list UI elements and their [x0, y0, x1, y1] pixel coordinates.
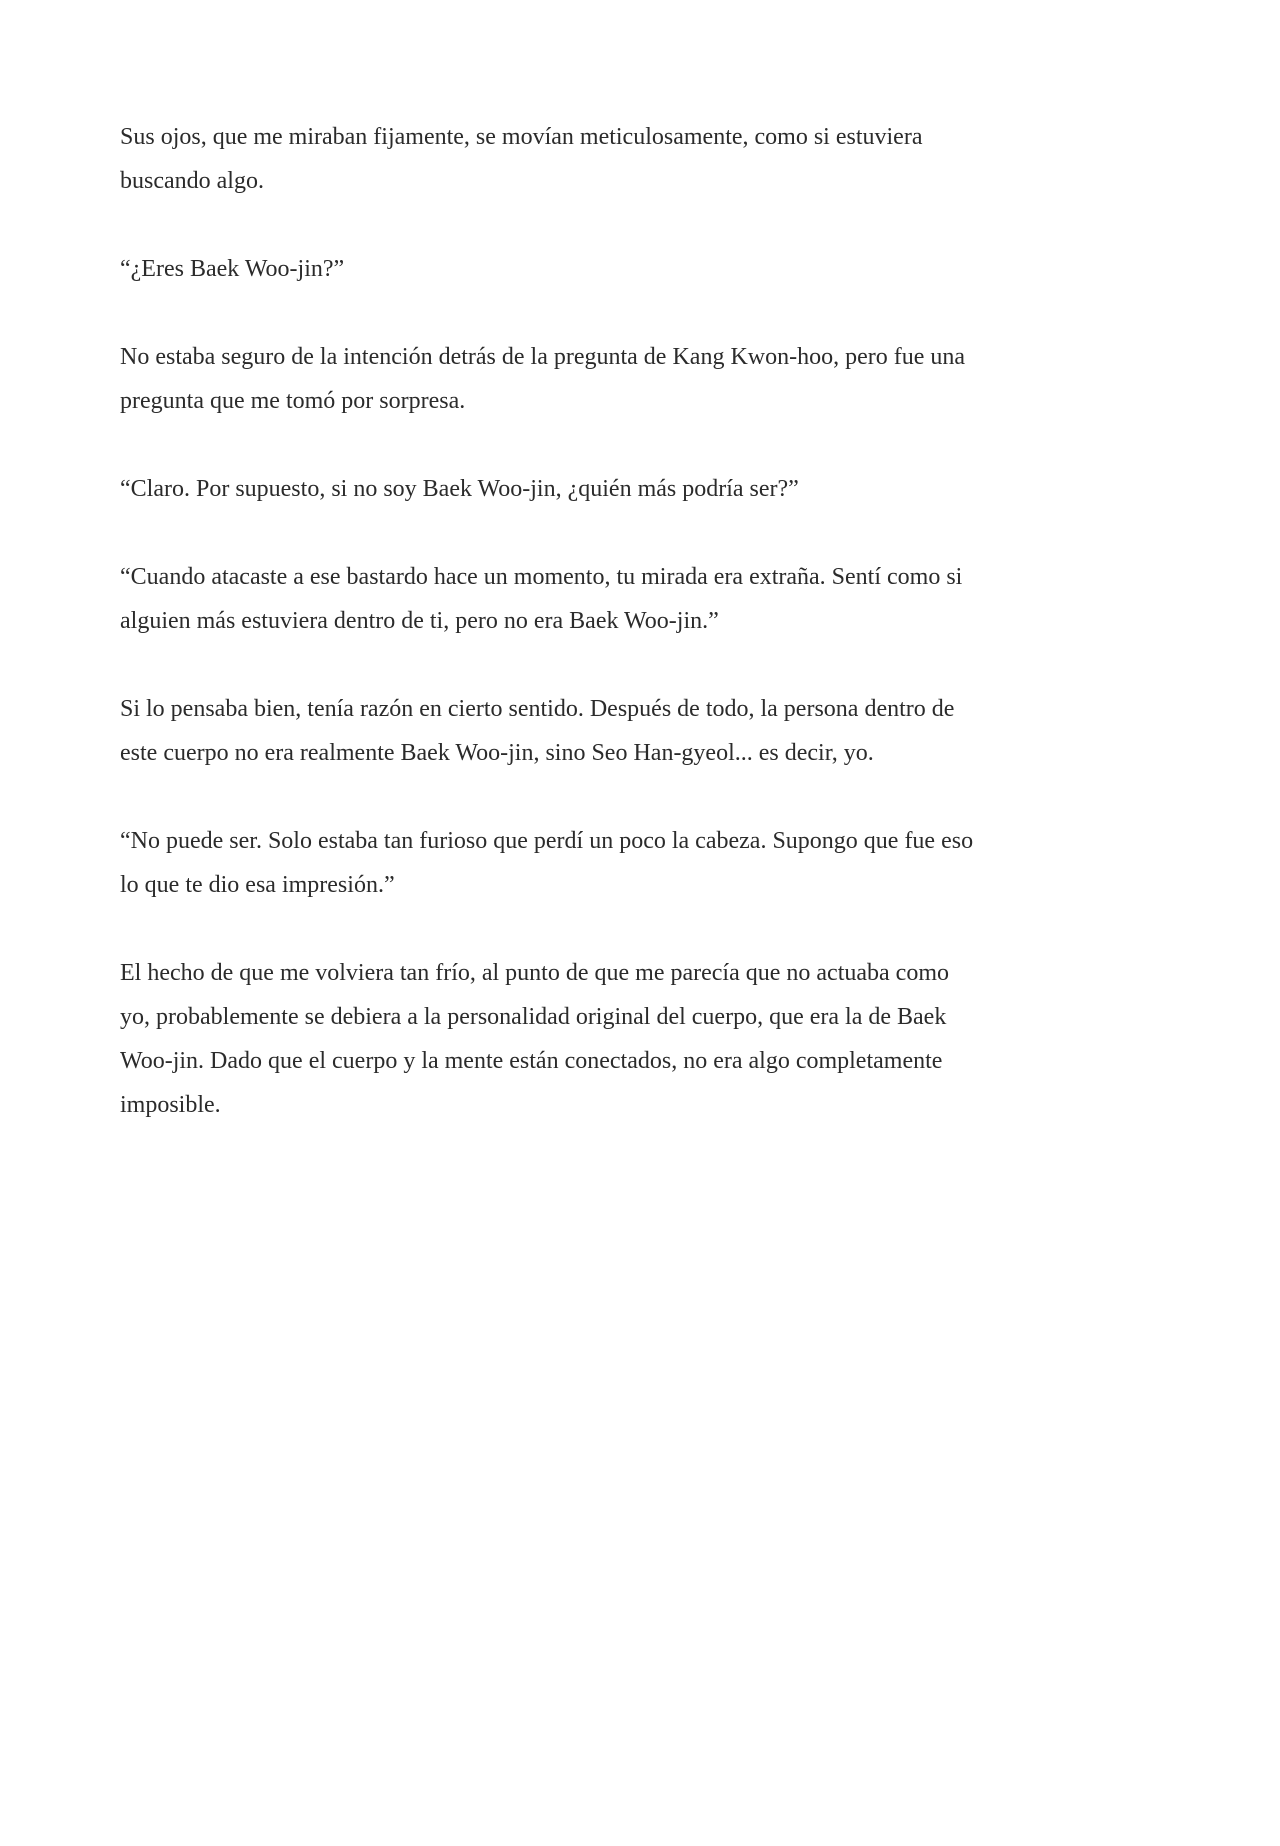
- paragraph: [120, 247, 1180, 291]
- text-line: El hecho de que me volviera tan frío, al punto de que me parecía que no actuaba como: [120, 960, 949, 986]
- paragraph: [120, 467, 1180, 511]
- paragraph: [120, 819, 1180, 907]
- text-line: alguien más estuviera dentro de ti, pero no era Baek Woo-jin.”: [120, 608, 719, 634]
- document-page: [120, 115, 1180, 1171]
- text-line: “Cuando atacaste a ese bastardo hace un momento, tu mirada era extraña. Sentí como si: [120, 564, 963, 590]
- paragraph: [120, 687, 1180, 775]
- paragraph: [120, 335, 1180, 423]
- paragraph: [120, 555, 1180, 643]
- text-line: No estaba seguro de la intención detrás de la pregunta de Kang Kwon-hoo, pero fue una: [120, 344, 966, 370]
- text-line: “No puede ser. Solo estaba tan furioso que perdí un poco la cabeza. Supongo que fue eso: [120, 828, 974, 854]
- text-line: este cuerpo no era realmente Baek Woo-jin, sino Seo Han-gyeol... es decir, yo.: [120, 740, 874, 766]
- text-line: Si lo pensaba bien, tenía razón en cierto sentido. Después de todo, la persona dentro de: [120, 696, 955, 722]
- paragraph: [120, 115, 1180, 203]
- text-line: pregunta que me tomó por sorpresa.: [120, 388, 466, 414]
- text-line: Woo-jin. Dado que el cuerpo y la mente están conectados, no era algo completamente: [120, 1048, 943, 1074]
- text-line: buscando algo.: [120, 168, 264, 194]
- text-line: imposible.: [120, 1092, 221, 1118]
- text-line: “¿Eres Baek Woo-jin?”: [120, 256, 345, 282]
- text-line: “Claro. Por supuesto, si no soy Baek Woo-jin, ¿quién más podría ser?”: [120, 476, 799, 502]
- text-line: Sus ojos, que me miraban fijamente, se movían meticulosamente, como si estuviera: [120, 124, 923, 150]
- text-line: yo, probablemente se debiera a la personalidad original del cuerpo, que era la de Baek: [120, 1004, 947, 1030]
- text-line: lo que te dio esa impresión.”: [120, 872, 395, 898]
- paragraph: [120, 951, 1180, 1127]
